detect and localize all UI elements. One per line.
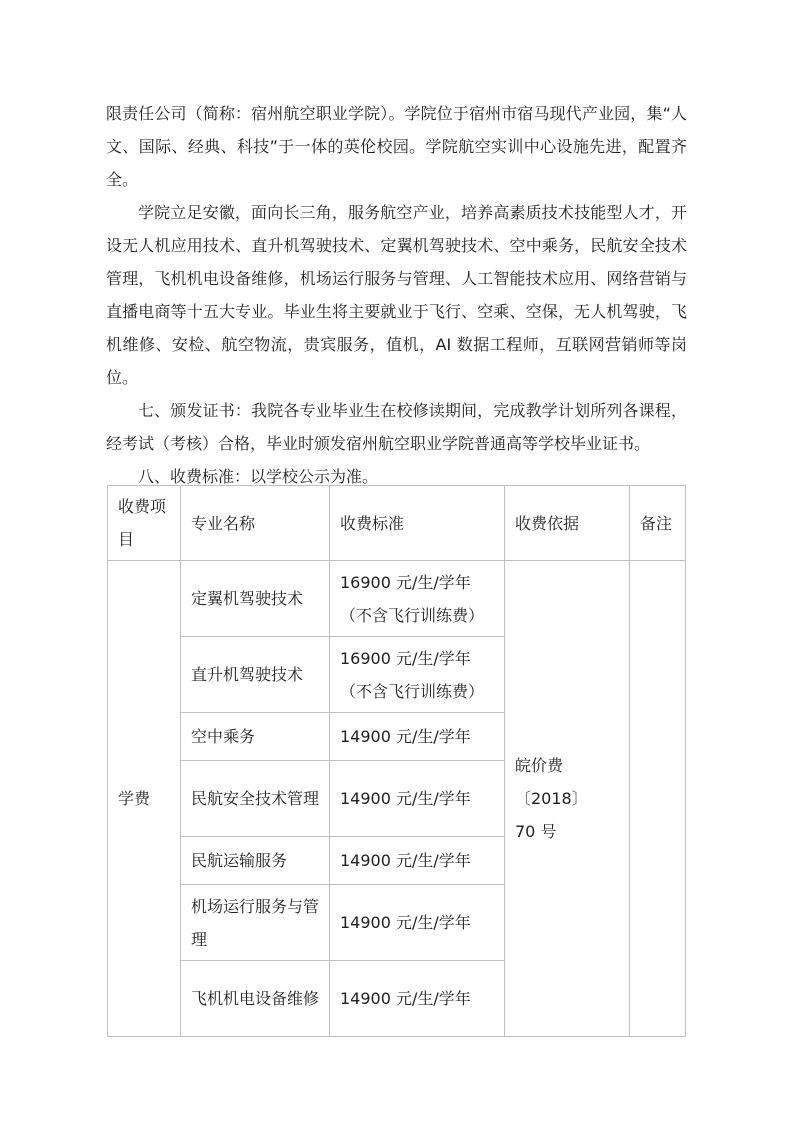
header-remark: 备注 [630,486,686,561]
fee-cell [330,761,505,837]
major-cell: 飞机机电设备维修 [181,961,330,1037]
fee-cell [330,961,505,1037]
major-cell: 机场运行服务与管理 [181,885,330,961]
fee-amount: 14900 元/生/学年 [340,989,471,1008]
fee-basis-line-1: 皖价费〔2018〕 [515,756,588,808]
major-cell: 直升机驾驶技术 [181,637,330,713]
major-cell: 定翼机驾驶技术 [181,561,330,637]
fee-amount: 16900 元/生/学年 [340,648,471,668]
table-row [108,561,686,637]
fee-cell [330,885,505,961]
fee-cell [330,637,505,713]
fee-cell [330,713,505,761]
fee-item-cell: 学费 [108,561,181,1037]
header-major-name: 专业名称 [181,486,330,561]
fee-amount: 14900 元/生/学年 [340,913,471,932]
document-content [106,97,687,493]
paragraph-college-intro-continued: 限责任公司（简称：宿州航空职业学院）。学院位于宿州市宿马现代产业园，集“人文、国际、经典、科技”于一体的英伦校园。学院航空实训中心设施先进，配置齐全。 [106,104,687,189]
fee-basis-line-2: 70 号 [515,822,557,841]
fee-note: （不含飞行训练费） [340,605,485,625]
header-fee-basis: 收费依据 [505,486,630,561]
remark-cell [630,561,686,1037]
fee-basis-cell [505,561,630,1037]
major-cell: 民航运输服务 [181,837,330,885]
fee-cell [330,561,505,637]
paragraph-certificate: 七、颁发证书：我院各专业毕业生在校修读期间，完成教学计划所列各课程，经考试（考核）合格，毕业时颁发宿州航空职业学院普通高等学校毕业证书。 [106,401,687,453]
fee-cell [330,837,505,885]
header-fee-item: 收费项目 [108,486,181,561]
fee-note: （不含飞行训练费） [340,681,485,701]
major-cell: 民航安全技术管理 [181,761,330,837]
fee-amount: 14900 元/生/学年 [340,851,471,870]
fee-amount: 16900 元/生/学年 [340,572,471,592]
paragraph-fee-standard: 八、收费标准：以学校公示为准。 [138,467,379,486]
fee-table-header-row [108,486,686,561]
header-fee-standard: 收费标准 [330,486,505,561]
fee-amount: 14900 元/生/学年 [340,727,471,746]
paragraph-majors-overview: 学院立足安徽，面向长三角，服务航空产业，培养高素质技术技能型人才，开设无人机应用技术、直升机驾驶技术、定翼机驾驶技术、空中乘务，民航安全技术管理，飞机机电设备维修，机场运行服务与管理、人工智能技术应用、网络营销与直播电商等十五大专业。毕业生将主要就业于飞行、空乘、空保，无人机驾驶，飞机维修、安检、航空物流，贵宾服务，值机，AI 数据工程师，互联网营销师等岗位。 [106,203,687,387]
fee-amount: 14900 元/生/学年 [340,789,471,808]
fee-table [107,485,686,1037]
major-cell: 空中乘务 [181,713,330,761]
